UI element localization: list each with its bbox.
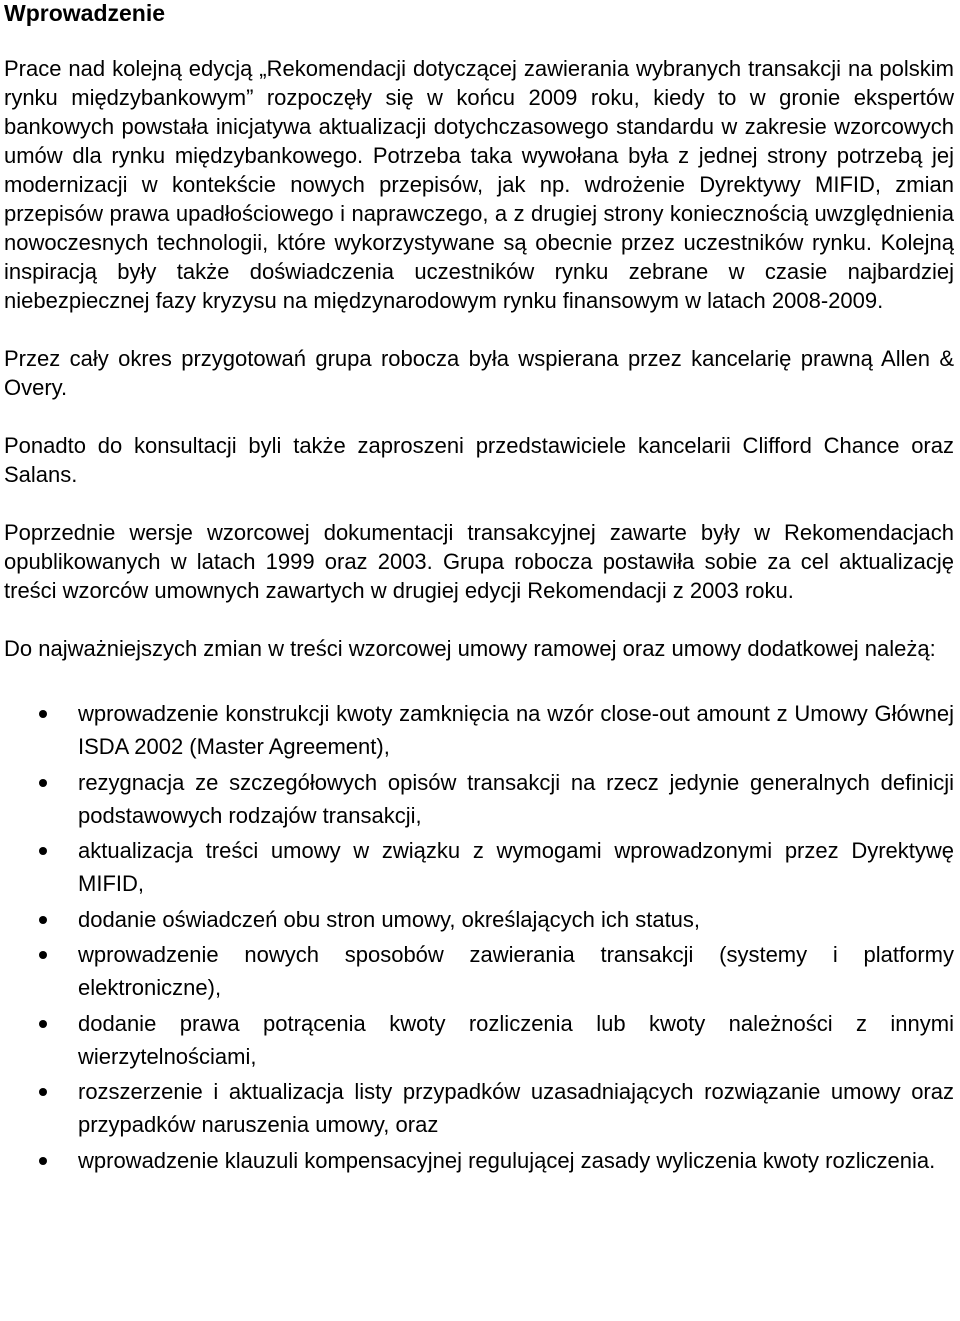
bullet-icon: [39, 1157, 47, 1165]
list-item: [4, 834, 954, 900]
bullet-icon: [39, 1088, 47, 1096]
list-item-text: dodanie oświadczeń obu stron umowy, określających ich status,: [78, 906, 701, 932]
list-item-text: rezygnacja ze szczegółowych opisów transakcji na rzecz jedynie generalnych definicji podstawowych rodzajów transakcji,: [78, 769, 954, 828]
paragraph-previous-versions: Poprzednie wersje wzorcowej dokumentacji transakcyjnej zawarte były w Rekomendacjach opublikowanych w latach 1999 oraz 2003. Grupa robocza postawiła sobie za cel aktualizację treści wzorców umownych zawartych w drugiej edycji Rekomendacji z 2003 roku.: [4, 520, 954, 603]
list-item-text: wprowadzenie klauzuli kompensacyjnej regulującej zasady wyliczenia kwoty rozliczenia.: [78, 1147, 936, 1173]
list-item-text: wprowadzenie konstrukcji kwoty zamknięcia na wzór close-out amount z Umowy Głównej ISDA 2002 (Master Agreement),: [78, 701, 954, 759]
bullet-icon: [39, 916, 47, 924]
list-item: [4, 903, 954, 936]
bullet-icon: [39, 847, 47, 855]
list-item-text: rozszerzenie i aktualizacja listy przypadków uzasadniających rozwiązanie umowy oraz przypadków naruszenia umowy, oraz: [78, 1079, 954, 1137]
list-item: [4, 1007, 954, 1073]
bullet-icon: [39, 1020, 47, 1028]
list-item-text: aktualizacja treści umowy w związku z wymogami wprowadzonymi przez Dyrektywę MIFID,: [78, 838, 954, 896]
bullet-icon: [39, 710, 47, 718]
paragraph-changes-intro: Do najważniejszych zmian w treści wzorcowej umowy ramowej oraz umowy dodatkowej należą:: [4, 636, 936, 661]
list-item: [4, 697, 954, 763]
bullet-icon: [39, 779, 47, 787]
bullet-icon: [39, 951, 47, 959]
paragraph-consultations: Ponadto do konsultacji byli także zaproszeni przedstawiciele kancelarii Clifford Chance oraz Salans.: [4, 433, 954, 487]
list-item: [4, 938, 954, 1004]
list-item-text: dodanie prawa potrącenia kwoty rozliczenia lub kwoty należności z innymi wierzytelnościami,: [78, 1010, 954, 1069]
list-item: [4, 1144, 954, 1177]
changes-list: [4, 697, 954, 1177]
list-item: [4, 1075, 954, 1141]
list-item: [4, 766, 954, 832]
paragraph-intro: Prace nad kolejną edycją „Rekomendacji dotyczącej zawierania wybranych transakcji na polskim rynku międzybankowym” rozpoczęły się w końcu 2009 roku, kiedy to w gronie ekspertów bankowych powstała inicjatywa aktualizacji dotychczasowego standardu w zakresie wzorcowych umów dla rynku międzybankowego. Potrzeba taka wywołana była z jednej strony potrzebą jej modernizacji w kontekście nowych przepisów, jak np. wdrożenie Dyrektywy MIFID, zmian przepisów prawa upadłościowego i naprawczego, a z drugiej strony koniecznością uwzględnienia nowoczesnych technologii, które wykorzystywane są obecnie przez uczestników rynku. Kolejną inspiracją były także doświadczenia uczestników rynku zebrane w czasie najbardziej niebezpiecznej fazy kryzysu na międzynarodowym rynku finansowym w latach 2008-2009.: [4, 56, 954, 313]
list-item-text: wprowadzenie nowych sposobów zawierania transakcji (systemy i platformy elektroniczne),: [78, 942, 954, 1000]
paragraph-allen-overy: Przez cały okres przygotowań grupa robocza była wspierana przez kancelarię prawną Allen & Overy.: [4, 346, 954, 400]
document-page: [4, 0, 954, 1179]
section-heading: Wprowadzenie: [4, 0, 166, 26]
